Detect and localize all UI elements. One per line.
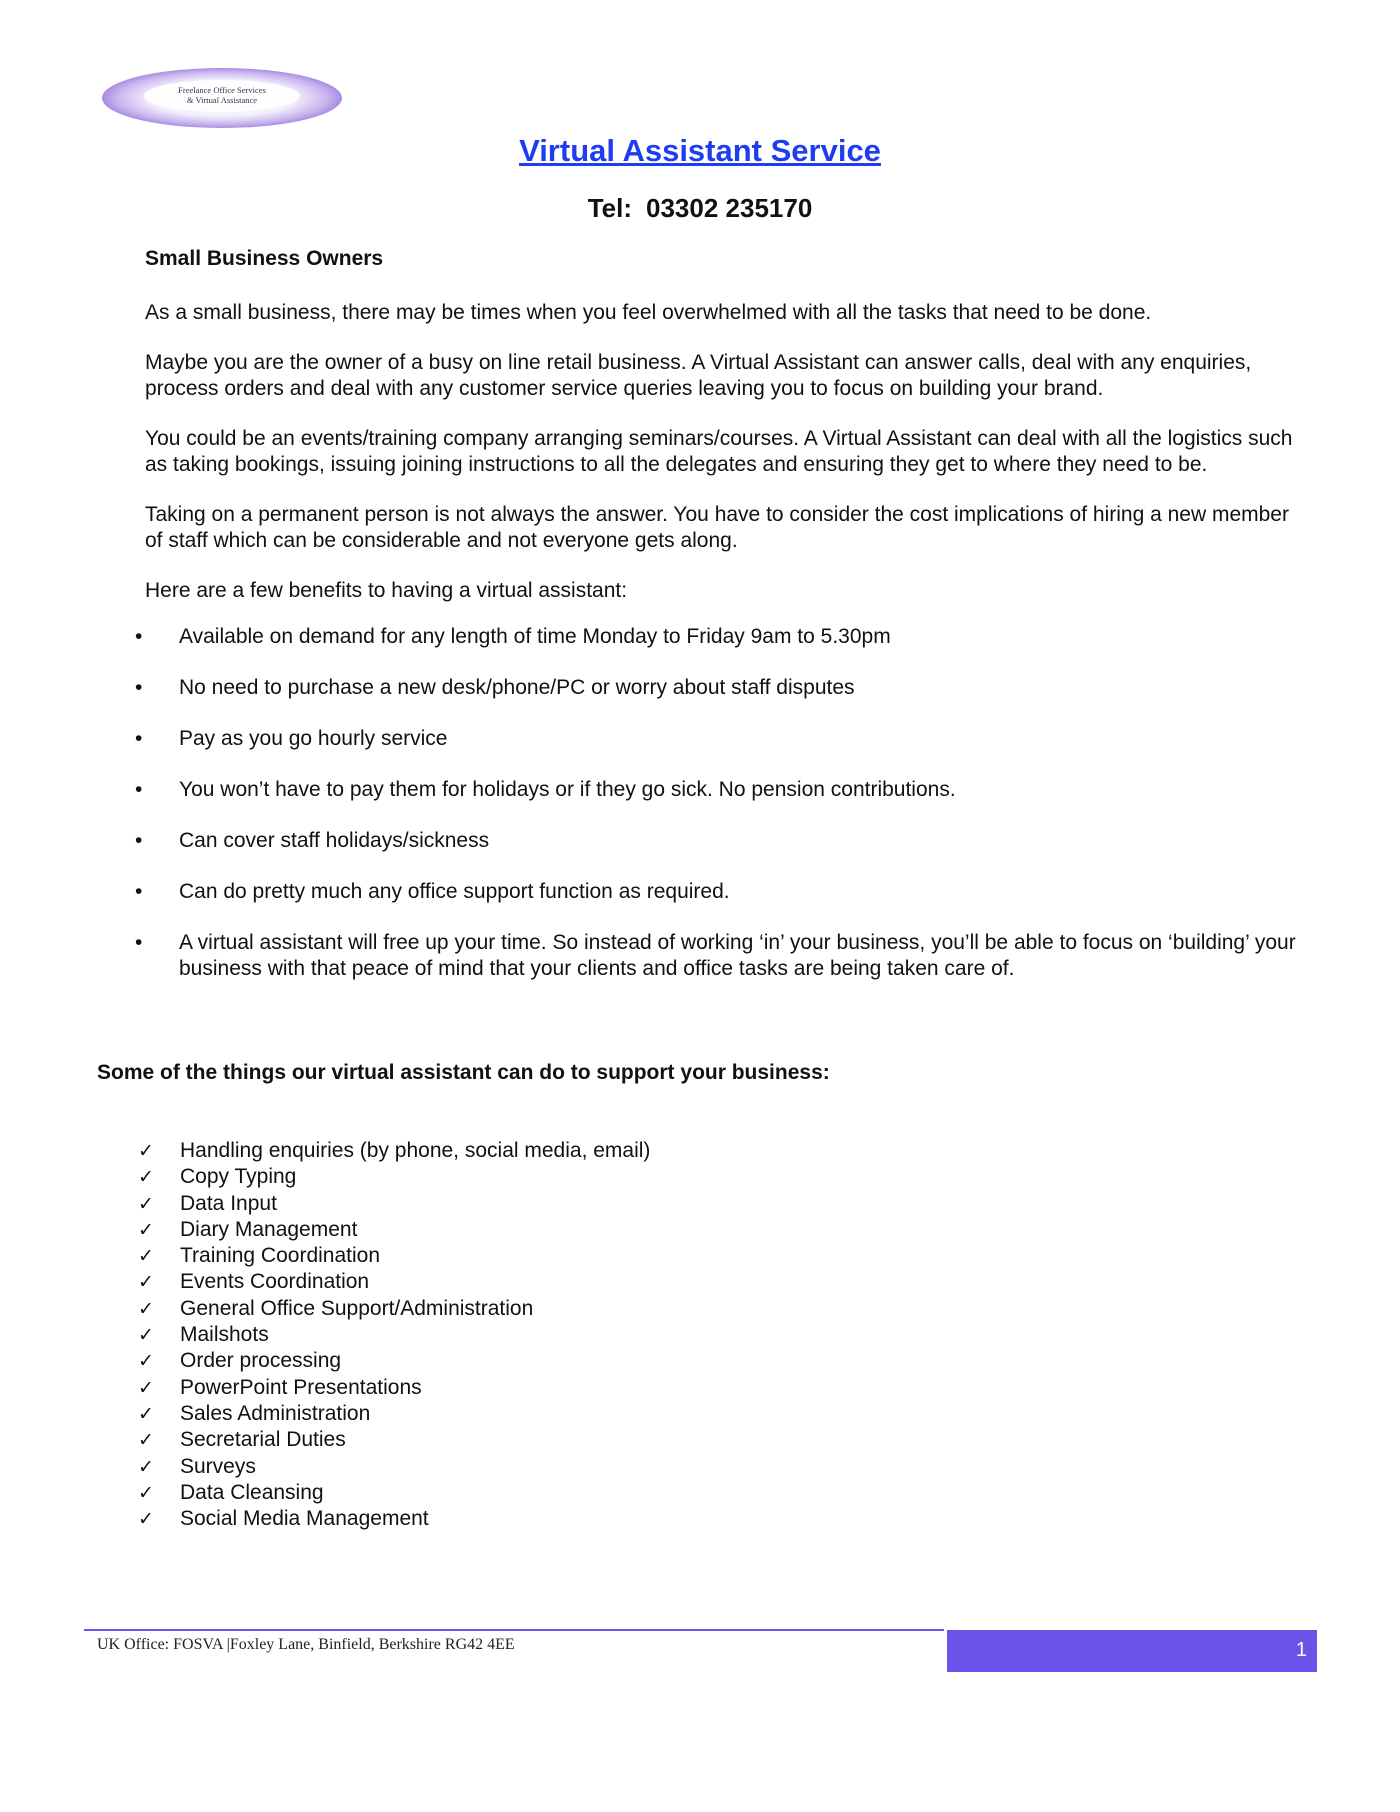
check-icon: ✓ bbox=[138, 1376, 154, 1399]
service-text: Training Coordination bbox=[180, 1244, 381, 1268]
bullet-icon: • bbox=[135, 625, 143, 648]
paragraph-3: You could be an events/training company arranging seminars/courses. A Virtual Assistant can deal with all the logistics such as taking bookings, issuing joining instructions to all the delegates and ensuring they get to where they need to be. bbox=[145, 427, 1293, 476]
service-item bbox=[138, 1296, 650, 1322]
service-text: Surveys bbox=[180, 1454, 256, 1478]
service-text: General Office Support/Administration bbox=[180, 1296, 534, 1320]
check-icon: ✓ bbox=[138, 1481, 154, 1504]
check-icon: ✓ bbox=[138, 1429, 154, 1452]
service-text: PowerPoint Presentations bbox=[180, 1375, 422, 1399]
telephone-line bbox=[0, 192, 1400, 224]
paragraph-4: Taking on a permanent person is not always the answer. You have to consider the cost implications of hiring a new member of staff which can be considerable and not everyone gets along. bbox=[145, 503, 1289, 552]
service-item bbox=[138, 1454, 650, 1480]
check-icon: ✓ bbox=[138, 1455, 154, 1478]
services-checklist bbox=[138, 1138, 650, 1532]
logo-line-2: & Virtual Assistance bbox=[186, 95, 258, 105]
service-text: Events Coordination bbox=[180, 1270, 370, 1294]
service-item bbox=[138, 1138, 650, 1164]
benefit-text: You won’t have to pay them for holidays or if they go sick. No pension contributions. bbox=[179, 778, 956, 801]
service-item bbox=[138, 1375, 650, 1401]
footer-divider bbox=[84, 1629, 944, 1631]
paragraph-5: Here are a few benefits to having a virtual assistant: bbox=[145, 579, 628, 602]
footer-page-box bbox=[947, 1630, 1317, 1672]
check-icon: ✓ bbox=[138, 1245, 154, 1268]
check-icon: ✓ bbox=[138, 1192, 154, 1215]
service-text: Sales Administration bbox=[180, 1401, 371, 1425]
paragraph-2: Maybe you are the owner of a busy on line retail business. A Virtual Assistant can answer calls, deal with any enquiries, process orders and deal with any customer service queries leaving you to focus on building your brand. bbox=[145, 351, 1252, 400]
paragraph-1: As a small business, there may be times when you feel overwhelmed with all the tasks that need to be done. bbox=[145, 301, 1152, 324]
benefit-text: Can do pretty much any office support function as required. bbox=[179, 880, 730, 903]
page-title: Virtual Assistant Service bbox=[519, 133, 881, 168]
benefit-item bbox=[135, 828, 1310, 854]
bullet-icon: • bbox=[135, 829, 143, 852]
service-text: Social Media Management bbox=[180, 1507, 429, 1531]
service-item bbox=[138, 1217, 650, 1243]
service-item bbox=[138, 1401, 650, 1427]
service-item bbox=[138, 1348, 650, 1374]
bullet-icon: • bbox=[135, 931, 143, 954]
page-number: 1 bbox=[1295, 1639, 1307, 1661]
benefit-item bbox=[135, 930, 1310, 982]
tel-label: Tel: bbox=[587, 193, 632, 223]
benefit-text: Available on demand for any length of time Monday to Friday 9am to 5.30pm bbox=[179, 625, 891, 648]
company-logo bbox=[100, 66, 344, 130]
service-text: Data Cleansing bbox=[180, 1480, 324, 1504]
bullet-icon: • bbox=[135, 880, 143, 903]
service-text: Handling enquiries (by phone, social media, email) bbox=[180, 1139, 651, 1162]
support-heading: Some of the things our virtual assistant can do to support your business: bbox=[97, 1061, 830, 1084]
check-icon: ✓ bbox=[138, 1402, 154, 1425]
footer-address: UK Office: FOSVA |Foxley Lane, Binfield, Berkshire RG42 4EE bbox=[97, 1636, 515, 1653]
check-icon: ✓ bbox=[138, 1140, 154, 1162]
check-icon: ✓ bbox=[138, 1508, 154, 1531]
service-text: Copy Typing bbox=[180, 1165, 297, 1189]
benefit-text: Can cover staff holidays/sickness bbox=[179, 829, 490, 852]
service-item bbox=[138, 1243, 650, 1269]
benefit-item bbox=[135, 726, 1310, 752]
check-icon: ✓ bbox=[138, 1350, 154, 1373]
service-text: Secretarial Duties bbox=[180, 1428, 346, 1452]
bullet-icon: • bbox=[135, 778, 143, 801]
service-item bbox=[138, 1191, 650, 1217]
service-item bbox=[138, 1164, 650, 1190]
benefit-item bbox=[135, 777, 1310, 803]
service-text: Order processing bbox=[180, 1349, 342, 1373]
logo-text bbox=[100, 85, 344, 105]
benefit-text: A virtual assistant will free up your time. So instead of working ‘in’ your business, you’ll be able to focus on ‘building’ your business with that peace of mind that your clients and office tasks are being taken care of. bbox=[179, 931, 1296, 980]
service-item bbox=[138, 1322, 650, 1348]
check-icon: ✓ bbox=[138, 1271, 154, 1294]
benefit-item bbox=[135, 675, 1310, 701]
logo-line-1: Freelance Office Services bbox=[178, 85, 266, 95]
bullet-icon: • bbox=[135, 727, 143, 750]
service-item bbox=[138, 1269, 650, 1295]
tel-number: 03302 235170 bbox=[646, 193, 813, 223]
benefit-item bbox=[135, 879, 1310, 905]
check-icon: ✓ bbox=[138, 1297, 154, 1320]
check-icon: ✓ bbox=[138, 1324, 154, 1347]
benefit-text: Pay as you go hourly service bbox=[179, 727, 448, 750]
check-icon: ✓ bbox=[138, 1166, 154, 1189]
main-content bbox=[135, 246, 1310, 1007]
benefit-item bbox=[135, 624, 1310, 650]
benefits-list bbox=[135, 624, 1310, 982]
service-text: Mailshots bbox=[180, 1323, 269, 1347]
check-icon: ✓ bbox=[138, 1218, 154, 1241]
bullet-icon: • bbox=[135, 676, 143, 699]
benefit-text: No need to purchase a new desk/phone/PC or worry about staff disputes bbox=[179, 676, 855, 699]
section-subheading: Small Business Owners bbox=[145, 247, 384, 270]
service-item bbox=[138, 1506, 650, 1532]
service-item bbox=[138, 1480, 650, 1506]
service-item bbox=[138, 1427, 650, 1453]
service-text: Data Input bbox=[180, 1191, 277, 1215]
service-text: Diary Management bbox=[180, 1217, 358, 1241]
